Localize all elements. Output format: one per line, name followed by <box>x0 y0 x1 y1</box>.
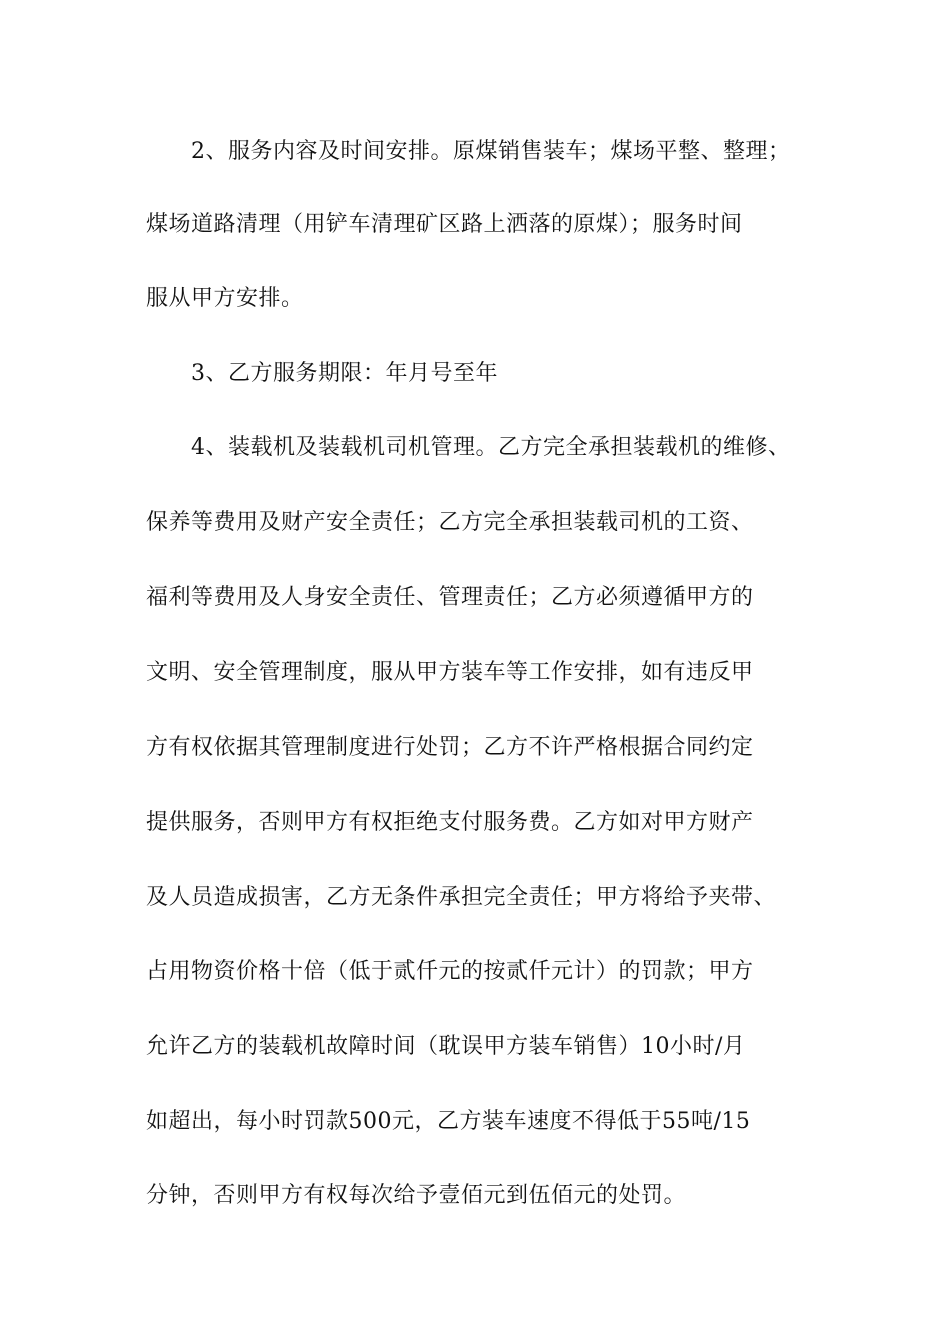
paragraph-4-line-2: 保养等费用及财产安全责任；乙方完全承担装载司机的工资、 <box>146 510 754 535</box>
paragraph-4-line-8: 占用物资价格十倍（低于贰仟元的按贰仟元计）的罚款；甲方 <box>146 959 754 984</box>
paragraph-2-line-3: 服从甲方安排。 <box>146 286 304 311</box>
paragraph-4-line-11: 分钟，否则甲方有权每次给予壹佰元到伍佰元的处罚。 <box>146 1183 687 1208</box>
paragraph-4-line-10: 如超出，每小时罚款500元，乙方装车速度不得低于55吨/15 <box>146 1109 751 1134</box>
paragraph-4-line-9: 允许乙方的装载机故障时间（耽误甲方装车销售）10小时/月 <box>146 1034 746 1059</box>
paragraph-4-line-1: 4、装载机及装载机司机管理。乙方完全承担装载机的维修、 <box>191 435 791 460</box>
paragraph-4-line-3: 福利等费用及人身安全责任、管理责任；乙方必须遵循甲方的 <box>146 585 754 610</box>
paragraph-2-line-2: 煤场道路清理（用铲车清理矿区路上洒落的原煤）；服务时间 <box>146 212 743 237</box>
paragraph-4-line-5: 方有权依据其管理制度进行处罚；乙方不许严格根据合同约定 <box>146 735 754 760</box>
paragraph-4-line-7: 及人员造成损害，乙方无条件承担完全责任；甲方将给予夹带、 <box>146 885 777 910</box>
paragraph-4-line-4: 文明、安全管理制度，服从甲方装车等工作安排，如有违反甲 <box>146 660 754 685</box>
paragraph-3-line-1: 3、乙方服务期限：年月号至年 <box>191 361 498 386</box>
paragraph-2-line-1: 2、服务内容及时间安排。原煤销售装车；煤场平整、整理； <box>191 139 791 164</box>
paragraph-4-line-6: 提供服务，否则甲方有权拒绝支付服务费。乙方如对甲方财产 <box>146 810 754 835</box>
